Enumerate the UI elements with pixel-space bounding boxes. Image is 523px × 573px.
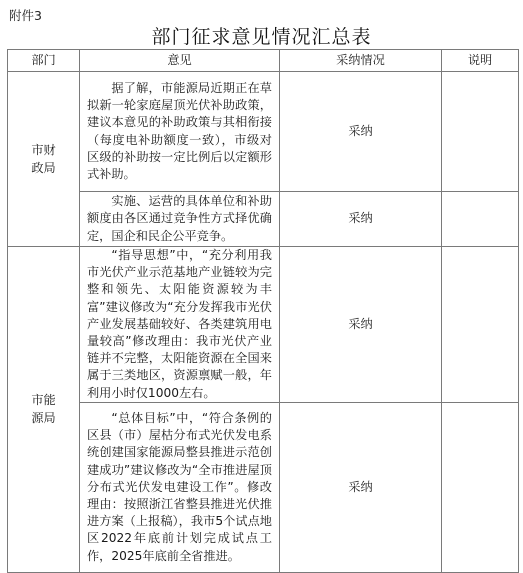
dept-cell-energy bbox=[8, 247, 80, 573]
opinion-text: 实施、运营的具体单位和补助额度由各区通过竞争性方式择优确定，国企和民企公平竞争。 bbox=[87, 194, 272, 243]
note-cell bbox=[442, 247, 519, 403]
adopt-cell: 采纳 bbox=[280, 72, 442, 192]
opinion-cell bbox=[80, 72, 280, 192]
table-row bbox=[8, 192, 519, 247]
table-row bbox=[8, 247, 519, 403]
page-title: 部门征求意见情况汇总表 bbox=[151, 26, 372, 48]
opinion-summary-table bbox=[7, 49, 519, 573]
adopt-cell: 采纳 bbox=[280, 247, 442, 403]
opinion-cell bbox=[80, 247, 280, 403]
opinion-cell bbox=[80, 192, 280, 247]
header-adopt: 采纳情况 bbox=[280, 50, 442, 72]
dept-label: 市财政局 bbox=[31, 142, 56, 175]
header-opinion: 意见 bbox=[80, 50, 280, 72]
adopt-cell: 采纳 bbox=[280, 402, 442, 572]
dept-cell-finance bbox=[8, 72, 80, 247]
table-row bbox=[8, 72, 519, 192]
opinion-cell bbox=[80, 402, 280, 572]
note-cell bbox=[442, 72, 519, 192]
attachment-label: 附件3 bbox=[9, 8, 42, 23]
opinion-text: “指导思想”中，“充分利用我市光伏产业示范基地产业链较为完整和领先、太阳能资源较为丰富”建议修改为“充分发挥我市光伏产业发展基础较好、各类建筑用电量较高”修改理由：我市光伏产业链并不完整，太阳能资源在全国来属于三类地区，资源禀赋一般，年利用小时仅1000左右。 bbox=[87, 248, 272, 400]
dept-label: 市能源局 bbox=[31, 393, 56, 426]
opinion-text: 据了解，市能源局近期正在草拟新一轮家庭屋顶光伏补助政策，建议本意见的补助政策与其相衔接（每度电补助额度一致），市级对区级的补助按一定比例后以定额形式补助。 bbox=[87, 80, 272, 181]
note-cell bbox=[442, 192, 519, 247]
header-note: 说明 bbox=[442, 50, 519, 72]
adopt-cell: 采纳 bbox=[280, 192, 442, 247]
note-cell bbox=[442, 402, 519, 572]
opinion-text: “总体目标”中，“符合条例的区县（市）屋枯分布式光伏发电系统创建国家能源局整县推进示范创建成功”建议修改为“全市推进屋顶分布式光伏发电建设工作”。修改理由：按照浙江省整县推进光伏推进方案（上报稿），我市5个试点地区2022年底前计划完成试点工作，2025年底前全省推进。 bbox=[87, 410, 272, 563]
table-row bbox=[8, 402, 519, 572]
table-header-row bbox=[8, 50, 519, 72]
header-dept: 部门 bbox=[8, 50, 80, 72]
